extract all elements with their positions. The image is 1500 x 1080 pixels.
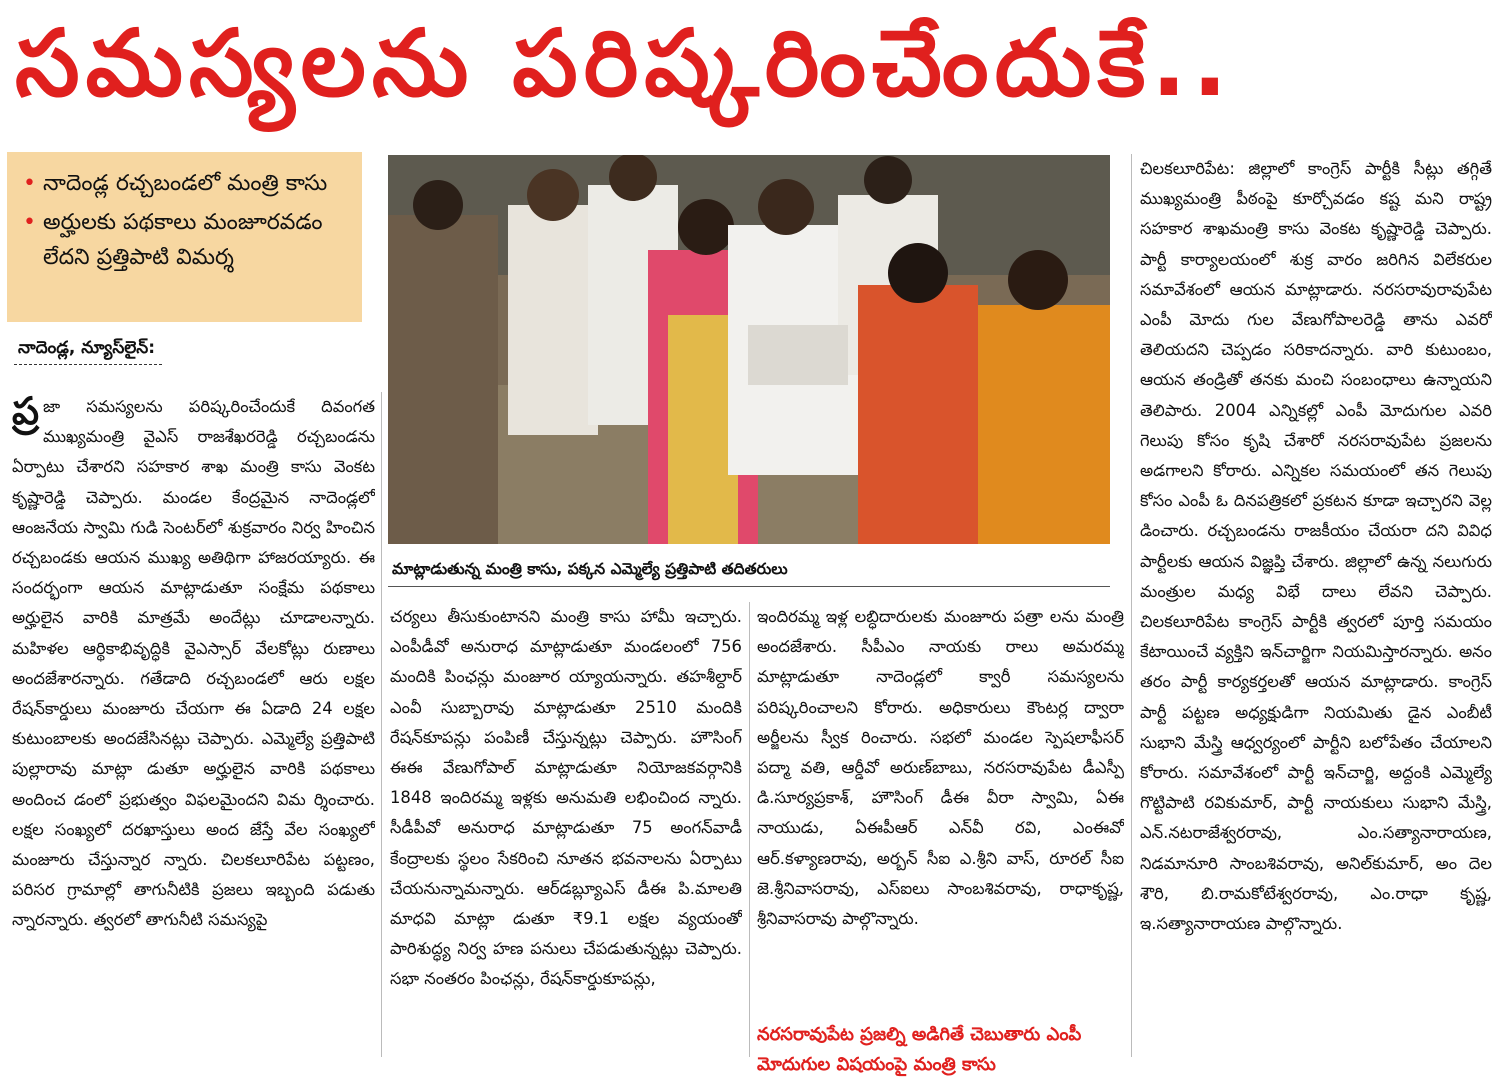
- drop-cap: ప్ర: [12, 392, 40, 433]
- photo-illustration: [388, 155, 1110, 544]
- column-1-text: జా సమస్యలను పరిష్కరించేందుకే దివంగత ముఖ్యమంత్రి వైఎస్ రాజశేఖరరెడ్డి రచ్చబండను ఏర్పాటు చేశారని సహకార శాఖ మంత్రి కాసు వెంకట కృష్ణారెడ్డి చెప్పారు. మండల కేంద్రమైన నాదెండ్లలో ఆంజనేయ స్వామి గుడి సెంటర్‌లో శుక్రవారం నిర్వ హించిన రచ్చబండకు ఆయన ముఖ్య అతిథిగా హాజరయ్యారు. ఈ సందర్భంగా ఆయన మాట్లాడుతూ సంక్షేమ పథకాలు అర్హులైన వారికి మాత్రమే అందేట్లు చూడాలన్నారు. మహిళల ఆర్థికాభివృద్ధికి వైఎస్సార్ వేలకోట్లు రుణాలు అందజేశారన్నారు. గతేడాది రచ్చబండలో ఆరు లక్షల రేషన్‌కార్డులు మంజూరు చేయగా ఈ ఏడాది 24 లక్షల కుటుంబాలకు అందజేసినట్లు చెప్పారు. ఎమ్మెల్యే ప్రత్తిపాటి పుల్లారావు మాట్లా డుతూ అర్హులైన వారికి పథకాలు అందించ డంలో ప్రభుత్వం విఫలమైందని విమ ర్శించారు. లక్షల సంఖ్యలో దరఖాస్తులు అంద జేస్తే వేల సంఖ్యలో మంజూరు చేస్తున్నార న్నారు. చిలకలూరిపేట పట్టణం, పరిసర గ్రామాల్లో తాగునీటికి ప్రజలు ఇబ్బంది పడుతు న్నారన్నారు. త్వరలో తాగునీటి సమస్యపై: [12, 397, 375, 930]
- highlight-text: నాదెండ్ల రచ్చబండలో మంత్రి కాసు: [43, 171, 328, 196]
- article-column-2: చర్యలు తీసుకుంటానని మంత్రి కాసు హామీ ఇచ్చారు. ఎంపీడీవో అనురాధ మాట్లాడుతూ మండలంలో 756 మందికి పింఛన్లు మంజూర య్యాయన్నారు. తహశీల్దార్ ఎంవీ సుబ్బారావు మాట్లాడుతూ 2510 మందికి రేషన్‌కూపన్లు పంపిణీ చేస్తున్నట్లు చెప్పారు. హౌసింగ్ ఈఈ వేణుగోపాల్ మాట్లాడుతూ నియోజకవర్గానికి 1848 ఇందిరమ్మ ఇళ్లకు అనుమతి లభించింద న్నారు. సీడీపీవో అనురాధ మాట్లాడుతూ 75 అంగన్‌వాడీ కేంద్రాలకు స్థలం సేకరించి నూతన భవనాలను ఏర్పాటు చేయనున్నామన్నారు. ఆర్‌డబ్ల్యూఎస్ డీఈ పి.మాలతి మాధవి మాట్లా డుతూ ₹9.1 లక్షల వ్యయంతో పారిశుద్ధ్య నిర్వ హణ పనులు చేపడుతున్నట్లు చెప్పారు. సభా నంతరం పింఛన్లు, రేషన్‌కార్డుకూపన్లు,: [390, 607, 742, 989]
- dateline: నాదెండ్ల, న్యూస్‌లైన్:: [18, 338, 156, 358]
- highlights-box: [7, 152, 362, 322]
- article-column-1: [12, 392, 375, 1062]
- headline: సమస్యలను పరిష్కరించేందుకే..: [15, 10, 1234, 117]
- article-column-4: చిలకలూరిపేట: జిల్లాలో కాంగ్రెస్ పార్టీకి సీట్లు తగ్గితే ముఖ్యమంత్రి పీఠంపై కూర్చోవడం కష్ట మని రాష్ట్ర సహకార శాఖమంత్రి కాసు వెంకట కృష్ణారెడ్డి చెప్పారు. పార్టీ కార్యాలయంలో శుక్ర వారం జరిగిన విలేకరుల సమావేశంలో ఆయన మాట్లాడారు. నరసరావురావుపేట ఎంపీ మోదు గుల వేణుగోపాలరెడ్డి తాను ఎవరో తెలియదని చెప్పడం సరికాదన్నారు. వారి కుటుంబం, ఆయన తండ్రితో తనకు మంచి సంబంధాలు ఉన్నాయని తెలిపారు. 2004 ఎన్నికల్లో ఎంపీ మోదుగుల ఎవరి గెలుపు కోసం కృషి చేశారో నరసరావుపేట ప్రజలను అడగాలని కోరారు. ఎన్నికల సమయంలో తన గెలుపు కోసం ఎంపీ ఓ దినపత్రికలో ప్రకటన కూడా ఇచ్చారని వెల్ల డించారు. రచ్చబండను రాజకీయం చేయరా దని వివిధ పార్టీలకు ఆయన విజ్ఞప్తి చేశారు. జిల్లాలో ఉన్న నలుగురు మంత్రుల మధ్య విభే దాలు లేవని చెప్పారు. చిలకలూరిపేట కాంగ్రెస్ పార్టీకి త్వరలో పూర్తి సమయం కేటాయించే వ్యక్తిని ఇన్‌చార్జిగా నియమిస్తారన్నారు. అనం తరం పార్టీ కార్యకర్తలతో ఆయన మాట్లాడారు. కాంగ్రెస్ పార్టీ పట్టణ అధ్యక్షుడిగా నియమితు డైన ఎంబీటీ సుభాని మేస్త్రి ఆధ్వర్యంలో పార్టీని బలోపేతం చేయాలని కోరారు. సమావేశంలో పార్టీ ఇన్‌చార్జి, అద్దంకి ఎమ్మెల్యే గొట్టిపాటి రవికుమార్, పార్టీ నాయకులు సుభాని మేస్త్రి, ఎన్.నటరాజేశ్వరరావు, ఎం.సత్యానారాయణ, నిడమానూరి సాంబశివరావు, అనిల్‌కుమార్, అం దెల శౌరి, బి.రామకోటేశ్వరరావు, ఎం.రాధా కృష్ణ, ఇ.సత్యానారాయణ పాల్గొన్నారు.: [1140, 159, 1492, 934]
- column-divider: [381, 392, 382, 1057]
- caption-rule: [388, 586, 1110, 587]
- bullet-icon: •: [23, 210, 36, 235]
- dateline-rule: [14, 364, 162, 365]
- column-divider: [1131, 154, 1132, 1057]
- highlight-item: [23, 205, 352, 275]
- highlight-text: అర్హులకు పథకాలు మంజూరవడం లేదని ప్రత్తిపాటి విమర్శ: [43, 210, 323, 270]
- bullet-icon: •: [23, 171, 36, 196]
- article-column-3: ఇందిరమ్మ ఇళ్ల లబ్ధిదారులకు మంజూరు పత్రా లను మంత్రి అందజేశారు. సీపీఎం నాయకు రాలు అమరమ్మ మాట్లాడుతూ నాదెండ్లలో క్వారీ సమస్యలను పరిష్కరించాలని కోరారు. అధికారులు కౌంటర్ల ద్వారా అర్జీలను స్వీక రించారు. సభలో మండల స్పెషలాఫీసర్ పద్మా వతి, ఆర్డీవో అరుణ్‌బాబు, నరసరావుపేట డీఎస్పీ డి.సూర్యప్రకాశ్, హౌసింగ్ డీఈ వీరా స్వామి, ఏఈ నాయుడు, ఏఈపీఆర్ ఎన్‌వీ రవి, ఎంఈవో ఆర్.కళ్యాణరావు, అర్బన్ సీఐ ఎ.శ్రీని వాస్, రూరల్ సీఐ జె.శ్రీనివాసరావు, ఎస్‌ఐలు సాంబశివరావు, రాధాకృష్ణ, శ్రీనివాసరావు పాల్గొన్నారు.: [757, 607, 1124, 929]
- column-divider: [749, 602, 750, 1057]
- highlight-item: [23, 166, 352, 201]
- news-photo: [388, 155, 1110, 544]
- sidebar-subhead: నరసరావుపేట ప్రజల్ని అడిగితే చెబుతారు ఎంపీ మోదుగుల విషయంపై మంత్రి కాసు: [757, 1024, 1082, 1075]
- photo-caption: మాట్లాడుతున్న మంత్రి కాసు, పక్కన ఎమ్మెల్యే ప్రత్తిపాటి తదితరులు: [392, 560, 788, 578]
